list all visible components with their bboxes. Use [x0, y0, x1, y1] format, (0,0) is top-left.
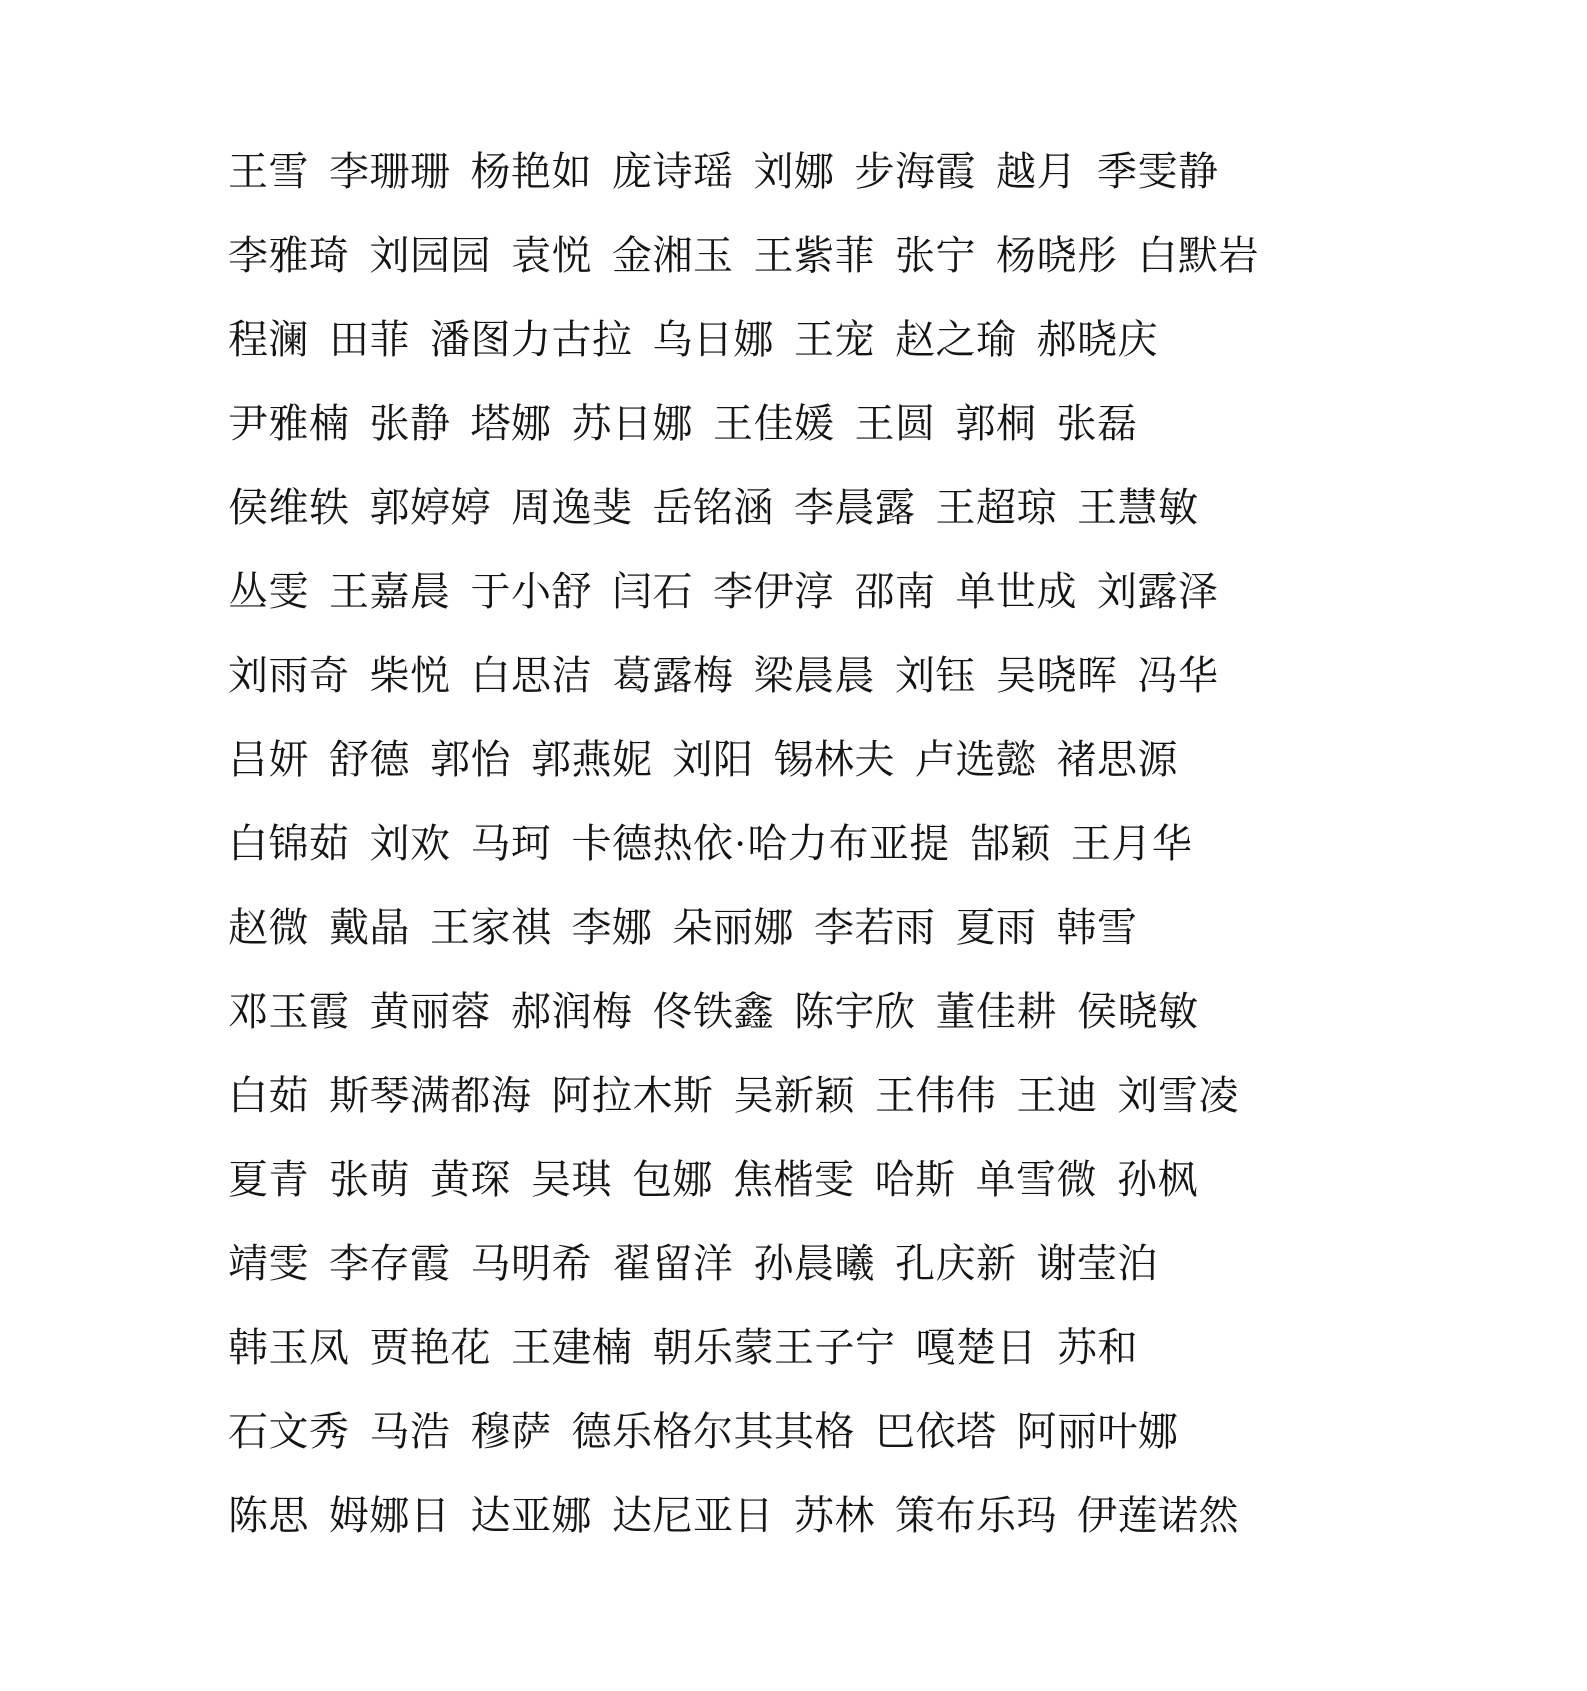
name-entry: 刘园园: [369, 233, 491, 278]
name-entry: 王超琼: [935, 485, 1057, 530]
name-entry: 韩玉凤: [228, 1325, 350, 1370]
name-entry: 白思洁: [470, 653, 592, 698]
name-entry: 王月华: [1070, 821, 1193, 866]
name-entry: 夏青: [228, 1157, 309, 1202]
name-row: [228, 298, 1437, 382]
name-entry: 郭婷婷: [369, 485, 491, 530]
name-entry: 吕妍: [228, 737, 309, 782]
name-entry: 佟铁鑫: [652, 989, 774, 1034]
name-entry: 贾艳花: [369, 1325, 491, 1370]
name-entry: 刘欢: [369, 821, 451, 866]
name-entry: 王嘉晨: [329, 569, 451, 614]
name-entry: 邓玉霞: [228, 989, 350, 1034]
name-entry: 单世成: [955, 569, 1077, 614]
name-entry: 郭燕妮: [531, 737, 653, 782]
name-entry: 戴晶: [329, 905, 410, 950]
name-entry: 马浩: [369, 1409, 451, 1454]
name-entry: 越月: [996, 149, 1077, 194]
name-entry: 苏林: [794, 1493, 875, 1538]
name-entry: 姆娜日: [329, 1493, 451, 1538]
name-entry: 王宠: [794, 317, 875, 362]
name-entry: 梁晨晨: [753, 653, 875, 698]
name-entry: 刘钰: [895, 653, 976, 698]
name-entry: 刘阳: [672, 737, 754, 782]
name-entry: 郝晓庆: [1036, 317, 1158, 362]
name-entry: 夏雨: [955, 905, 1037, 950]
name-entry: 葛露梅: [612, 653, 734, 698]
name-entry: 包娜: [632, 1157, 713, 1202]
name-row: [228, 718, 1437, 802]
name-entry: 王雪: [228, 149, 309, 194]
name-entry: 黄琛: [430, 1157, 511, 1202]
name-entry: 田菲: [329, 317, 410, 362]
name-entry: 朵丽娜: [672, 905, 794, 950]
name-entry: 嘎楚日: [915, 1325, 1037, 1370]
name-entry: 吴新颖: [733, 1073, 855, 1118]
name-entry: 刘露泽: [1097, 569, 1219, 614]
name-entry: 董佳耕: [935, 989, 1057, 1034]
name-entry: 赵之瑜: [895, 317, 1017, 362]
name-entry: 韩雪: [1056, 905, 1138, 950]
name-entry: 张萌: [329, 1157, 410, 1202]
name-entry: 李晨露: [794, 485, 916, 530]
name-entry: 褚思源: [1056, 737, 1178, 782]
name-entry: 策布乐玛: [895, 1493, 1057, 1538]
name-entry: 石文秀: [228, 1409, 350, 1454]
name-entry: 刘雪凌: [1117, 1073, 1239, 1118]
name-row: [228, 1138, 1437, 1222]
name-row: [228, 1474, 1437, 1558]
name-entry: 伊莲诺然: [1077, 1493, 1239, 1538]
name-entry: 金湘玉: [612, 233, 734, 278]
name-entry: 锡林夫: [773, 737, 895, 782]
name-entry: 哈斯: [874, 1157, 956, 1202]
name-entry: 达亚娜: [470, 1493, 592, 1538]
name-entry: 闫石: [612, 569, 693, 614]
name-entry: 李珊珊: [329, 149, 451, 194]
name-entry: 达尼亚日: [612, 1493, 774, 1538]
name-entry: 李若雨: [814, 905, 936, 950]
name-entry: 张磊: [1056, 401, 1138, 446]
name-entry: 卡德热依·哈力布亚提: [571, 821, 950, 866]
name-entry: 侯维轶: [228, 485, 350, 530]
name-row: [228, 886, 1437, 970]
name-entry: 马珂: [470, 821, 552, 866]
name-entry: 苏日娜: [571, 401, 693, 446]
name-row: [228, 802, 1437, 886]
name-entry: 苏和: [1057, 1325, 1138, 1370]
name-entry: 朝乐蒙王子宁: [652, 1325, 896, 1370]
name-row: [228, 1222, 1437, 1306]
name-entry: 白茹: [228, 1073, 309, 1118]
name-row: [228, 382, 1437, 466]
name-entry: 郭怡: [430, 737, 511, 782]
name-row: [228, 214, 1437, 298]
name-entry: 王迪: [1016, 1073, 1098, 1118]
name-row: [228, 1054, 1437, 1138]
name-entry: 张宁: [895, 233, 976, 278]
name-entry: 白默岩: [1137, 233, 1259, 278]
name-entry: 王伟伟: [875, 1073, 997, 1118]
name-row: [228, 1390, 1437, 1474]
name-entry: 吴琪: [531, 1157, 612, 1202]
name-entry: 冯华: [1137, 653, 1219, 698]
name-entry: 舒德: [329, 737, 410, 782]
name-entry: 巴依塔: [875, 1409, 997, 1454]
name-entry: 马明希: [470, 1241, 592, 1286]
name-entry: 潘图力古拉: [430, 317, 633, 362]
name-entry: 李雅琦: [228, 233, 350, 278]
name-entry: 陈宇欣: [794, 989, 916, 1034]
name-entry: 程澜: [228, 317, 309, 362]
name-entry: 靖雯: [228, 1241, 309, 1286]
name-entry: 杨晓彤: [996, 233, 1118, 278]
name-entry: 孔庆新: [895, 1241, 1017, 1286]
name-entry: 郭桐: [955, 401, 1037, 446]
name-entry: 黄丽蓉: [369, 989, 491, 1034]
name-entry: 王慧敏: [1077, 485, 1199, 530]
name-entry: 谢莹泊: [1036, 1241, 1158, 1286]
name-entry: 王家祺: [430, 905, 552, 950]
name-entry: 塔娜: [470, 401, 552, 446]
name-entry: 吴晓晖: [996, 653, 1118, 698]
name-entry: 王建楠: [511, 1325, 633, 1370]
name-entry: 杨艳如: [470, 149, 592, 194]
name-list: [228, 130, 1437, 1558]
name-row: [228, 970, 1437, 1054]
name-row: [228, 1306, 1437, 1390]
name-row: [228, 130, 1437, 214]
name-entry: 李娜: [571, 905, 653, 950]
name-entry: 穆萨: [470, 1409, 552, 1454]
name-entry: 尹雅楠: [228, 401, 350, 446]
name-entry: 阿拉木斯: [551, 1073, 714, 1118]
name-entry: 丛雯: [228, 569, 309, 614]
name-entry: 王佳媛: [713, 401, 835, 446]
name-entry: 单雪微: [975, 1157, 1097, 1202]
name-entry: 季雯静: [1097, 149, 1219, 194]
name-entry: 阿丽叶娜: [1016, 1409, 1179, 1454]
name-entry: 孙晨曦: [753, 1241, 875, 1286]
name-entry: 刘雨奇: [228, 653, 350, 698]
name-row: [228, 634, 1437, 718]
name-row: [228, 550, 1437, 634]
name-entry: 乌日娜: [652, 317, 774, 362]
name-entry: 郝润梅: [511, 989, 633, 1034]
name-entry: 邵南: [854, 569, 936, 614]
name-entry: 李伊淳: [713, 569, 835, 614]
name-entry: 袁悦: [511, 233, 592, 278]
name-entry: 白锦茹: [228, 821, 350, 866]
name-entry: 岳铭涵: [652, 485, 774, 530]
name-entry: 王紫菲: [753, 233, 875, 278]
name-entry: 李存霞: [329, 1241, 451, 1286]
name-entry: 焦楷雯: [733, 1157, 855, 1202]
name-entry: 侯晓敏: [1077, 989, 1199, 1034]
name-entry: 庞诗瑶: [612, 149, 734, 194]
name-entry: 柴悦: [369, 653, 451, 698]
name-entry: 周逸斐: [511, 485, 633, 530]
name-entry: 陈思: [228, 1493, 309, 1538]
name-entry: 于小舒: [470, 569, 592, 614]
name-entry: 刘娜: [753, 149, 835, 194]
name-entry: 郜颖: [969, 821, 1051, 866]
name-entry: 步海霞: [854, 149, 976, 194]
name-entry: 德乐格尔其其格: [571, 1409, 855, 1454]
name-entry: 赵微: [228, 905, 309, 950]
name-entry: 翟留洋: [612, 1241, 734, 1286]
name-entry: 卢选懿: [915, 737, 1037, 782]
name-entry: 王圆: [854, 401, 936, 446]
name-entry: 张静: [369, 401, 451, 446]
name-entry: 斯琴满都海: [329, 1073, 532, 1118]
name-entry: 孙枫: [1117, 1157, 1198, 1202]
name-row: [228, 466, 1437, 550]
